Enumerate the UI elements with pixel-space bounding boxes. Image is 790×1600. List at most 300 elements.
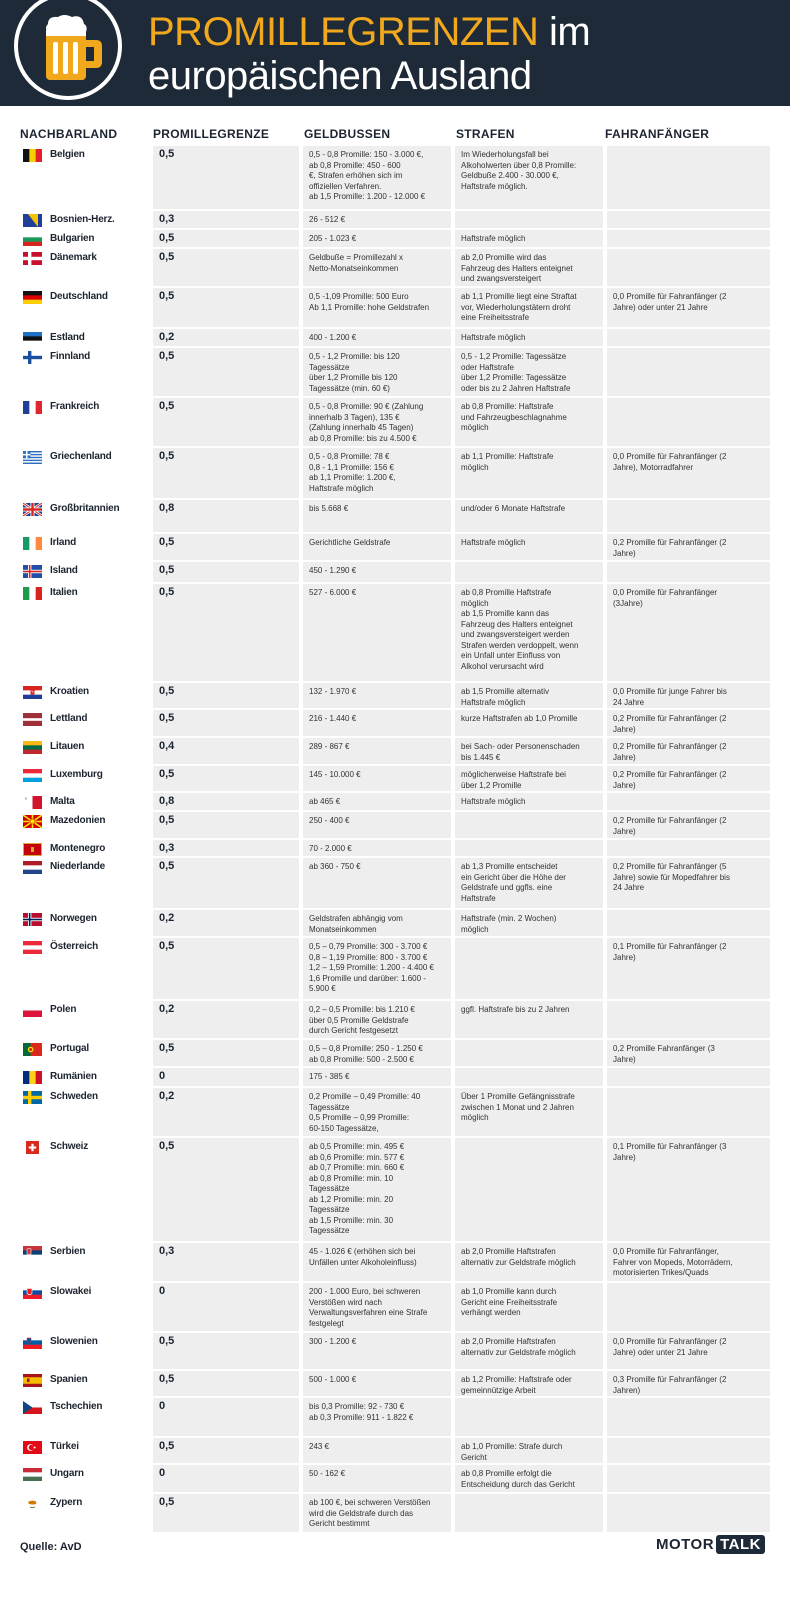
fines-cell — [303, 500, 451, 532]
limit-cell — [153, 146, 299, 209]
fines-cell — [303, 1438, 451, 1463]
fines-cell-text: 0,5 - 0,8 Promille: 150 - 3.000 €, ab 0,8 Promille: 450 - 600 €, Strafen erhöhen sich im offiziellen Verfahren. ab 1,5 Promille: 1.200 - 12.000 € — [309, 150, 426, 201]
country-name: Türkei — [50, 1441, 79, 1452]
novice-cell-text: 0,0 Promille für Fahranfänger (2 Jahre), Motorradfahrer — [613, 452, 727, 472]
novice-cell — [607, 1371, 770, 1396]
belgium-flag — [23, 149, 42, 162]
country-name: Slowenien — [50, 1336, 98, 1347]
table-row — [20, 1138, 770, 1243]
header-banner — [0, 0, 790, 106]
limit-cell-text: 0,5 — [159, 251, 175, 263]
fines-cell — [303, 249, 451, 286]
country-name: Griechenland — [50, 451, 112, 462]
fines-cell — [303, 710, 451, 736]
fines-cell — [303, 1371, 451, 1396]
limit-cell — [153, 1494, 299, 1532]
italy-flag — [23, 587, 42, 600]
table-row — [20, 1438, 770, 1465]
fines-cell-text: 50 - 162 € — [309, 1469, 346, 1478]
beer-mug-icon — [14, 0, 122, 100]
hungary-flag — [23, 1468, 42, 1481]
limit-cell — [153, 1243, 299, 1281]
fines-cell-text: 400 - 1.200 € — [309, 333, 357, 342]
fines-cell — [303, 1068, 451, 1086]
penalties-cell — [455, 534, 603, 560]
limit-cell-text: 0,5 — [159, 814, 175, 826]
limit-cell — [153, 858, 299, 908]
limit-cell-text: 0,5 — [159, 1440, 175, 1452]
limit-cell-text: 0 — [159, 1070, 166, 1082]
penalties-cell-text: kurze Haftstrafen ab 1,0 Promille — [461, 714, 578, 723]
limit-cell — [153, 534, 299, 560]
estonia-flag — [23, 332, 42, 345]
limit-cell — [153, 1138, 299, 1241]
penalties-cell — [455, 766, 603, 791]
table-row — [20, 329, 770, 348]
penalties-cell — [455, 348, 603, 396]
penalties-cell — [455, 1088, 603, 1136]
table-row — [20, 1371, 770, 1398]
penalties-cell-text: bei Sach- oder Personenschaden bis 1.445 € — [461, 742, 580, 762]
penalties-cell — [455, 793, 603, 810]
poland-flag — [23, 1004, 42, 1017]
fines-cell-text: 205 - 1.023 € — [309, 234, 357, 243]
country-cell — [20, 211, 149, 228]
limit-cell-text: 0,2 — [159, 331, 175, 343]
novice-cell — [607, 1438, 770, 1463]
country-name: Estland — [50, 332, 85, 343]
table-row — [20, 584, 770, 683]
penalties-cell-text: Haftstrafe möglich — [461, 234, 526, 243]
novice-cell — [607, 1333, 770, 1369]
novice-cell-text: 0,0 Promille für Fahranfänger (3Jahre) — [613, 588, 718, 608]
penalties-cell-text: ab 0,8 Promille: Haftstrafe und Fahrzeugbeschlagnahme möglich — [461, 402, 567, 432]
fines-cell — [303, 1283, 451, 1331]
montenegro-flag — [23, 843, 42, 856]
fines-cell — [303, 793, 451, 810]
country-name: Luxemburg — [50, 769, 103, 780]
fines-cell-text: 0,2 – 0,5 Promille: bis 1.210 € über 0,5 Promille Geldstrafe durch Gericht festgesetzt — [309, 1005, 415, 1035]
limit-cell-text: 0,2 — [159, 1003, 175, 1015]
table-row — [20, 1001, 770, 1040]
table-row — [20, 1494, 770, 1534]
novice-cell — [607, 793, 770, 810]
penalties-cell-text: ab 0,8 Promille erfolgt die Entscheidung durch das Gericht — [461, 1469, 575, 1489]
country-cell — [20, 500, 149, 532]
fines-cell-text: 200 - 1.000 Euro, bei schweren Verstößen wird nach Verwaltungsverfahren eine Strafe festgelegt — [309, 1287, 428, 1328]
country-name: Schweiz — [50, 1141, 89, 1152]
sweden-flag — [23, 1091, 42, 1104]
limit-cell — [153, 1088, 299, 1136]
table-row — [20, 1465, 770, 1494]
fines-cell-text: 0,5 – 0,79 Promille: 300 - 3.700 € 0,8 – 1,19 Promille: 800 - 3.700 € 1,2 – 1,59 Promille: 1.200 - 4.400 € 1,6 Promille und darüber: 1.600 - 5.900 € — [309, 942, 434, 993]
limit-cell — [153, 329, 299, 346]
table-row — [20, 766, 770, 793]
novice-cell-text: 0,0 Promille für Fahranfänger (2 Jahre) oder unter 21 Jahre — [613, 292, 727, 312]
fines-cell — [303, 812, 451, 838]
country-cell — [20, 1398, 149, 1436]
novice-cell-text: 0,0 Promille für junge Fahrer bis 24 Jahre — [613, 687, 727, 707]
fines-cell-text: ab 360 - 750 € — [309, 862, 361, 871]
penalties-cell-text: Haftstrafe möglich — [461, 538, 526, 547]
novice-cell — [607, 288, 770, 327]
penalties-cell-text: ab 1,5 Promille alternativ Haftstrafe möglich — [461, 687, 550, 707]
country-cell — [20, 288, 149, 327]
country-name: Serbien — [50, 1246, 86, 1257]
novice-cell — [607, 683, 770, 708]
limit-cell — [153, 1283, 299, 1331]
fines-cell — [303, 348, 451, 396]
country-name: Italien — [50, 587, 78, 598]
penalties-cell-text: Haftstrafe (min. 2 Wochen) möglich — [461, 914, 557, 934]
penalties-cell — [455, 1040, 603, 1066]
limit-cell-text: 0,5 — [159, 148, 175, 160]
penalties-cell-text: ab 2,0 Promille Haftstrafen alternativ zur Geldstrafe möglich — [461, 1337, 576, 1357]
penalties-cell — [455, 858, 603, 908]
novice-cell — [607, 1138, 770, 1241]
fines-cell-text: 500 - 1.000 € — [309, 1375, 357, 1384]
penalties-cell — [455, 584, 603, 681]
finland-flag — [23, 351, 42, 364]
novice-cell — [607, 146, 770, 209]
limit-cell-text: 0,5 — [159, 586, 175, 598]
novice-cell — [607, 1088, 770, 1136]
fines-cell-text: 70 - 2.000 € — [309, 844, 352, 853]
table-row — [20, 1068, 770, 1088]
table-row — [20, 288, 770, 329]
bulgaria-flag — [23, 233, 42, 246]
penalties-cell — [455, 1438, 603, 1463]
country-name: Polen — [50, 1004, 77, 1015]
limit-cell — [153, 288, 299, 327]
country-name: Tschechien — [50, 1401, 103, 1412]
novice-cell — [607, 840, 770, 856]
denmark-flag — [23, 252, 42, 265]
limit-cell — [153, 230, 299, 247]
slovenia-flag — [23, 1336, 42, 1349]
country-cell — [20, 1138, 149, 1241]
penalties-cell-text: ab 1,1 Promille: Haftstrafe möglich — [461, 452, 554, 472]
table-row — [20, 683, 770, 710]
penalties-cell-text: möglicherweise Haftstrafe bei über 1,2 Promille — [461, 770, 566, 790]
lithuania-flag — [23, 741, 42, 754]
country-name: Belgien — [50, 149, 85, 160]
country-name: Bulgarien — [50, 233, 95, 244]
penalties-cell — [455, 683, 603, 708]
limit-cell-text: 0,5 — [159, 232, 175, 244]
limit-cell — [153, 910, 299, 936]
table-row — [20, 840, 770, 858]
fines-cell-text: 450 - 1.290 € — [309, 566, 357, 575]
fines-cell — [303, 1465, 451, 1492]
cyprus-flag — [23, 1497, 42, 1510]
penalties-cell-text: und/oder 6 Monate Haftstrafe — [461, 504, 566, 513]
fines-cell — [303, 766, 451, 791]
limit-cell — [153, 710, 299, 736]
novice-cell-text: 0,2 Promille Fahranfänger (3 Jahre) — [613, 1044, 715, 1064]
fines-cell-text: ab 465 € — [309, 797, 341, 806]
column-header-limit: PROMILLEGRENZE — [153, 127, 270, 141]
limit-cell-text: 0 — [159, 1400, 166, 1412]
country-name: Montenegro — [50, 843, 106, 854]
table-row — [20, 1088, 770, 1138]
penalties-cell-text: Haftstrafe möglich — [461, 333, 526, 342]
malta-flag — [23, 796, 42, 809]
table-row — [20, 500, 770, 534]
netherlands-flag — [23, 861, 42, 874]
fines-cell-text: ab 0,5 Promille: min. 495 € ab 0,6 Promille: min. 577 € ab 0,7 Promille: min. 660 € ab 0,8 Promille: min. 10 Tagessätze ab 1,2 Promille: min. 20 Tagessätze ab 1,5 Promille: min. 30 Tagessätze — [309, 1142, 405, 1235]
penalties-cell — [455, 1371, 603, 1396]
fines-cell — [303, 1040, 451, 1066]
limit-cell-text: 0,5 — [159, 1373, 175, 1385]
luxembourg-flag — [23, 769, 42, 782]
fines-cell — [303, 1333, 451, 1369]
fines-cell-text: 0,5 – 0,8 Promille: 250 - 1.250 € ab 0,8 Promille: 500 - 2.500 € — [309, 1044, 423, 1064]
fines-cell — [303, 562, 451, 582]
penalties-cell — [455, 249, 603, 286]
fines-cell — [303, 534, 451, 560]
fines-cell-text: ab 100 €, bei schweren Verstößen wird die Geldstrafe durch das Gericht bestimmt — [309, 1498, 431, 1528]
penalties-cell — [455, 1333, 603, 1369]
fines-cell — [303, 230, 451, 247]
limit-cell-text: 0,3 — [159, 213, 175, 225]
portugal-flag — [23, 1043, 42, 1056]
novice-cell — [607, 1068, 770, 1086]
spain-flag — [23, 1374, 42, 1387]
fines-cell — [303, 448, 451, 498]
country-cell — [20, 1283, 149, 1331]
table-row — [20, 858, 770, 910]
limit-cell — [153, 249, 299, 286]
novice-cell — [607, 398, 770, 446]
country-cell — [20, 329, 149, 346]
limit-cell-text: 0,5 — [159, 536, 175, 548]
novice-cell-text: 0,0 Promille für Fahranfänger (2 Jahre) oder unter 21 Jahre — [613, 1337, 727, 1357]
novice-cell-text: 0,2 Promille für Fahranfänger (2 Jahre) — [613, 770, 727, 790]
penalties-cell — [455, 562, 603, 582]
fines-cell-text: 0,5 - 0,8 Promille: 78 € 0,8 - 1,1 Promille: 156 € ab 1,1 Promille: 1.200 €, Haftstrafe möglich — [309, 452, 396, 493]
czech-flag — [23, 1401, 42, 1414]
novice-cell — [607, 534, 770, 560]
title-rest: im — [548, 10, 591, 54]
novice-cell-text: 0,2 Promille für Fahranfänger (2 Jahre) — [613, 538, 727, 558]
limit-cell — [153, 211, 299, 228]
penalties-cell — [455, 910, 603, 936]
source-note: Quelle: AvD — [20, 1541, 82, 1553]
fines-cell-text: Gerichtliche Geldstrafe — [309, 538, 391, 547]
slovakia-flag — [23, 1286, 42, 1299]
fines-cell — [303, 1243, 451, 1281]
fines-cell-text: 145 - 10.000 € — [309, 770, 361, 779]
novice-cell — [607, 249, 770, 286]
penalties-cell — [455, 500, 603, 532]
country-name: Lettland — [50, 713, 88, 724]
penalties-cell-text: ab 2,0 Promille Haftstrafen alternativ zur Geldstrafe möglich — [461, 1247, 576, 1267]
germany-flag — [23, 291, 42, 304]
limit-cell-text: 0,4 — [159, 740, 175, 752]
fines-cell — [303, 146, 451, 209]
country-cell — [20, 938, 149, 999]
iceland-flag — [23, 565, 42, 578]
table-row — [20, 348, 770, 398]
country-name: Frankreich — [50, 401, 100, 412]
penalties-cell — [455, 146, 603, 209]
country-name: Kroatien — [50, 686, 89, 697]
table-row — [20, 146, 770, 211]
limit-cell-text: 0,5 — [159, 450, 175, 462]
limit-cell — [153, 840, 299, 856]
table-row — [20, 448, 770, 500]
fines-cell-text: 0,5 - 1,2 Promille: bis 120 Tagessätze über 1,2 Promille bis 120 Tagessätze (min. 60 €) — [309, 352, 400, 393]
fines-cell-text: Geldstrafen abhängig vom Monatseinkommen — [309, 914, 403, 934]
novice-cell — [607, 1465, 770, 1492]
country-cell — [20, 710, 149, 736]
table-row — [20, 1398, 770, 1438]
penalties-cell — [455, 448, 603, 498]
limit-cell — [153, 398, 299, 446]
fines-cell — [303, 683, 451, 708]
penalties-cell — [455, 938, 603, 999]
column-header-penalties: STRAFEN — [456, 127, 515, 141]
penalties-cell — [455, 230, 603, 247]
limit-cell-text: 0,5 — [159, 1335, 175, 1347]
fines-cell — [303, 584, 451, 681]
column-header-country: NACHBARLAND — [20, 127, 118, 141]
table-row — [20, 710, 770, 738]
penalties-cell — [455, 812, 603, 838]
country-name: Bosnien-Herz. — [50, 214, 115, 225]
country-cell — [20, 858, 149, 908]
limit-cell-text: 0 — [159, 1285, 166, 1297]
penalties-cell — [455, 1001, 603, 1038]
penalties-cell-text: Haftstrafe möglich — [461, 797, 526, 806]
country-cell — [20, 910, 149, 936]
penalties-cell-text: ab 1,0 Promille: Strafe durch Gericht — [461, 1442, 563, 1462]
country-cell — [20, 1001, 149, 1038]
novice-cell — [607, 710, 770, 736]
fines-cell-text: 289 - 867 € — [309, 742, 350, 751]
novice-cell — [607, 1398, 770, 1436]
limit-cell — [153, 348, 299, 396]
romania-flag — [23, 1071, 42, 1084]
country-name: Dänemark — [50, 252, 97, 263]
limit-cell — [153, 766, 299, 791]
fines-cell-text: 216 - 1.440 € — [309, 714, 357, 723]
country-name: Island — [50, 565, 78, 576]
limit-cell-text: 0,5 — [159, 1140, 175, 1152]
penalties-cell — [455, 1398, 603, 1436]
penalties-cell — [455, 738, 603, 764]
country-cell — [20, 448, 149, 498]
country-cell — [20, 584, 149, 681]
limit-cell — [153, 738, 299, 764]
france-flag — [23, 401, 42, 414]
limit-cell — [153, 1001, 299, 1038]
table-row — [20, 910, 770, 938]
novice-cell — [607, 584, 770, 681]
fines-cell — [303, 211, 451, 228]
country-cell — [20, 249, 149, 286]
novice-cell-text: 0,2 Promille für Fahranfänger (2 Jahre) — [613, 742, 727, 762]
novice-cell — [607, 562, 770, 582]
table-row — [20, 793, 770, 812]
penalties-cell-text: Über 1 Promille Gefängnisstrafe zwischen 1 Monat und 2 Jahren möglich — [461, 1092, 575, 1122]
fines-cell-text: 132 - 1.970 € — [309, 687, 357, 696]
fines-cell — [303, 1088, 451, 1136]
country-cell — [20, 738, 149, 764]
limit-cell — [153, 1465, 299, 1492]
penalties-cell — [455, 1283, 603, 1331]
penalties-cell — [455, 398, 603, 446]
country-name: Litauen — [50, 741, 85, 752]
fines-cell — [303, 288, 451, 327]
macedonia-flag — [23, 815, 42, 828]
novice-cell — [607, 230, 770, 247]
novice-cell-text: 0,0 Promille für Fahranfänger, Fahrer von Mopeds, Motorrädern, motorisierten Trikes/Quads — [613, 1247, 733, 1277]
country-name: Niederlande — [50, 861, 106, 872]
novice-cell — [607, 348, 770, 396]
limit-cell-text: 0,5 — [159, 290, 175, 302]
country-cell — [20, 766, 149, 791]
limit-cell-text: 0,5 — [159, 1042, 175, 1054]
country-cell — [20, 793, 149, 810]
novice-cell — [607, 329, 770, 346]
fines-cell-text: 527 - 6.000 € — [309, 588, 357, 597]
penalties-cell-text: Im Wiederholungsfall bei Alkoholwerten über 0,8 Promille: Geldbuße 2.400 - 30.000 €, Haftstrafe möglich. — [461, 150, 577, 191]
limit-cell — [153, 938, 299, 999]
country-cell — [20, 398, 149, 446]
limit-cell-text: 0,8 — [159, 795, 175, 807]
penalties-cell — [455, 1068, 603, 1086]
fines-cell — [303, 858, 451, 908]
norway-flag — [23, 913, 42, 926]
country-cell — [20, 1438, 149, 1463]
limit-cell — [153, 584, 299, 681]
novice-cell — [607, 1243, 770, 1281]
fines-cell-text: 300 - 1.200 € — [309, 1337, 357, 1346]
limit-cell — [153, 1040, 299, 1066]
limit-cell-text: 0,5 — [159, 940, 175, 952]
fines-cell-text: bis 5.668 € — [309, 504, 349, 513]
penalties-cell — [455, 288, 603, 327]
limit-cell-text: 0,2 — [159, 1090, 175, 1102]
penalties-cell-text: ab 1,3 Promille entscheidet ein Gericht über die Höhe der Geldstrafe und ggfls. eine Haftstrafe — [461, 862, 566, 903]
limit-cell — [153, 1333, 299, 1369]
turkey-flag — [23, 1441, 42, 1454]
fines-cell — [303, 1398, 451, 1436]
country-cell — [20, 230, 149, 247]
country-name: Irland — [50, 537, 77, 548]
penalties-cell-text: ab 1,1 Promille liegt eine Straftat vor, Wiederholungstätern droht eine Freiheitsstrafe — [461, 292, 577, 322]
country-name: Spanien — [50, 1374, 88, 1385]
novice-cell — [607, 211, 770, 228]
novice-cell — [607, 448, 770, 498]
country-cell — [20, 1068, 149, 1086]
fines-cell-text: 45 - 1.026 € (erhöhen sich bei Unfällen unter Alkoholeinfluss) — [309, 1247, 417, 1267]
country-name: Norwegen — [50, 913, 97, 924]
country-cell — [20, 1371, 149, 1396]
country-cell — [20, 1494, 149, 1532]
country-cell — [20, 534, 149, 560]
table-row — [20, 398, 770, 448]
penalties-cell-text: ab 2,0 Promille wird das Fahrzeug des Halters enteignet und zwangsversteigert — [461, 253, 573, 283]
penalties-cell — [455, 840, 603, 856]
limit-cell-text: 0,5 — [159, 768, 175, 780]
novice-cell-text: 0,2 Promille für Fahranfänger (2 Jahre) — [613, 714, 727, 734]
novice-cell — [607, 1040, 770, 1066]
limit-cell-text: 0,5 — [159, 400, 175, 412]
penalties-cell — [455, 1138, 603, 1241]
